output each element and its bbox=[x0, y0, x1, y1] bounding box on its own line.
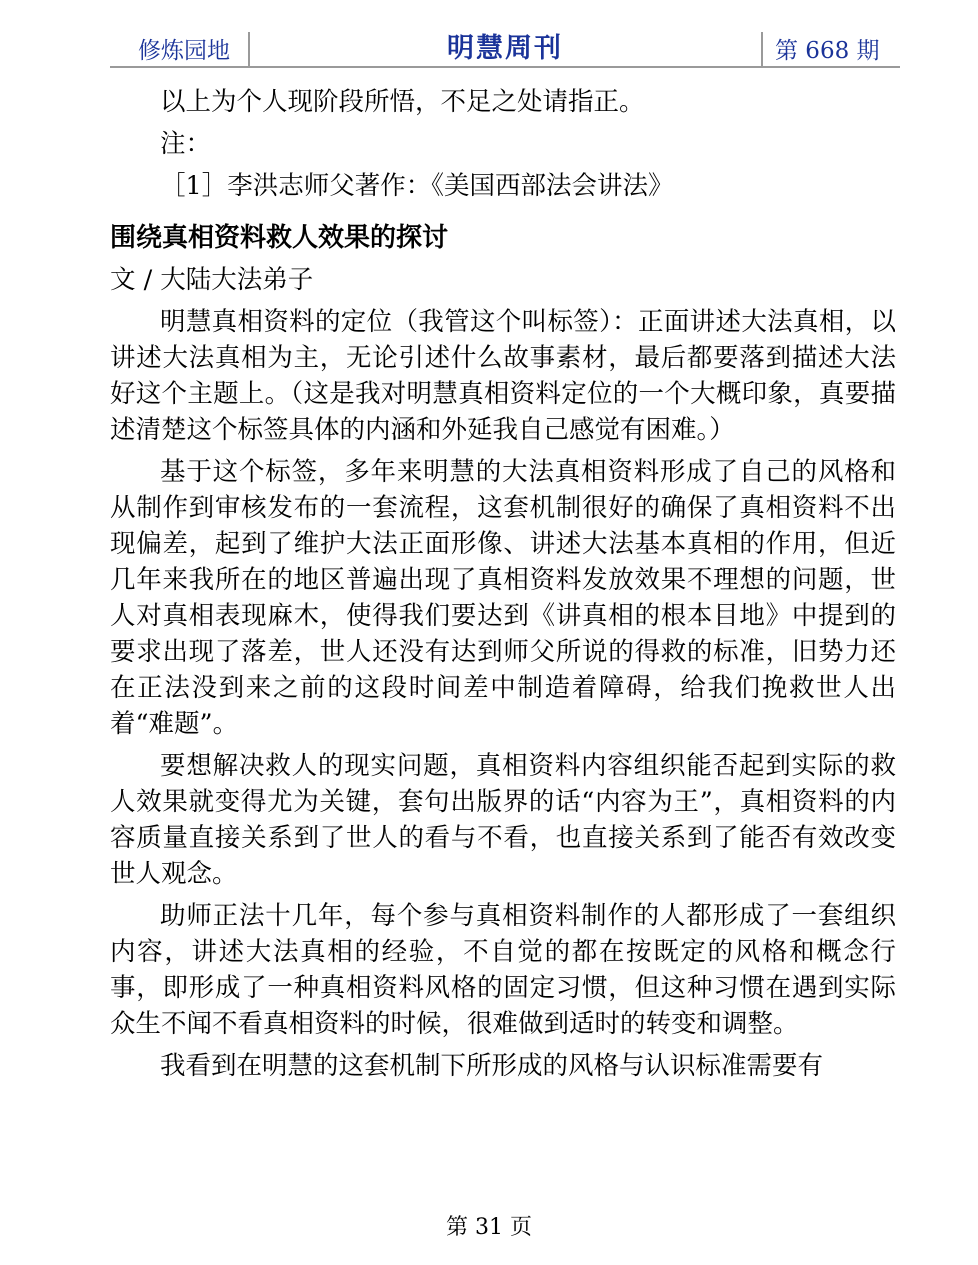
article-paragraph: 基于这个标签，多年来明慧的大法真相资料形成了自己的风格和从制作到审核发布的一套流程，这套机制很好的确保了真相资料不出现偏差，起到了维护大法正面形像、讲述大法基本真相的作用，但近几年来我所在的地区普遍出现了真相资料发放效果不理想的问题，世人对真相表现麻木，使得我们要达到《讲真相的根本目地》中提到的要求出现了落差，世人还没有达到师父所说的得救的标准，旧势力还在正法没到来之前的这段时间差中制造着障碍，给我们挽救世人出着“难题”。 bbox=[110, 457, 896, 739]
notes-label: 注： bbox=[160, 129, 212, 159]
article-paragraph: 助师正法十几年，每个参与真相资料制作的人都形成了一套组织内容，讲述大法真相的经验，不自觉的都在按既定的风格和概念行事，即形成了一种真相资料风格的固定习惯，但这种习惯在遇到实际众生不闻不看真相资料的时候，很难做到适时的转变和调整。 bbox=[110, 901, 896, 1039]
page-header bbox=[110, 26, 900, 68]
article-paragraph: 我看到在明慧的这套机制下所形成的风格与认识标准需要有 bbox=[160, 1051, 824, 1081]
article-paragraph: 要想解决救人的现实问题，真相资料内容组织能否起到实际的救人效果就变得尤为关键，套句出版界的话“内容为王”，真相资料的内容质量直接关系到了世人的看与不看，也直接关系到了能否有效改变世人观念。 bbox=[110, 751, 896, 889]
header-divider-right bbox=[761, 32, 763, 66]
issue-number: 第 668 期 bbox=[775, 38, 880, 64]
header-rule bbox=[110, 66, 900, 68]
article-paragraph: 明慧真相资料的定位（我管这个叫标签）：正面讲述大法真相，以讲述大法真相为主，无论引述什么故事素材，最后都要落到描述大法好这个主题上。（这是我对明慧真相资料定位的一个大概印象，真要描述清楚这个标签具体的内涵和外延我自己感觉有困难。） bbox=[110, 307, 896, 445]
page-content bbox=[110, 84, 896, 1084]
publication-title: 明慧周刊 bbox=[447, 33, 563, 64]
footnote-reference: ［1］李洪志师父著作：《美国西部法会讲法》 bbox=[160, 171, 674, 201]
article-byline: 文 / 大陆大法弟子 bbox=[110, 265, 314, 295]
article-title: 围绕真相资料救人效果的探讨 bbox=[110, 223, 449, 253]
section-name: 修炼园地 bbox=[138, 38, 230, 64]
closing-line: 以上为个人现阶段所悟，不足之处请指正。 bbox=[160, 87, 645, 117]
page-number: 第 31 页 bbox=[446, 1215, 532, 1240]
